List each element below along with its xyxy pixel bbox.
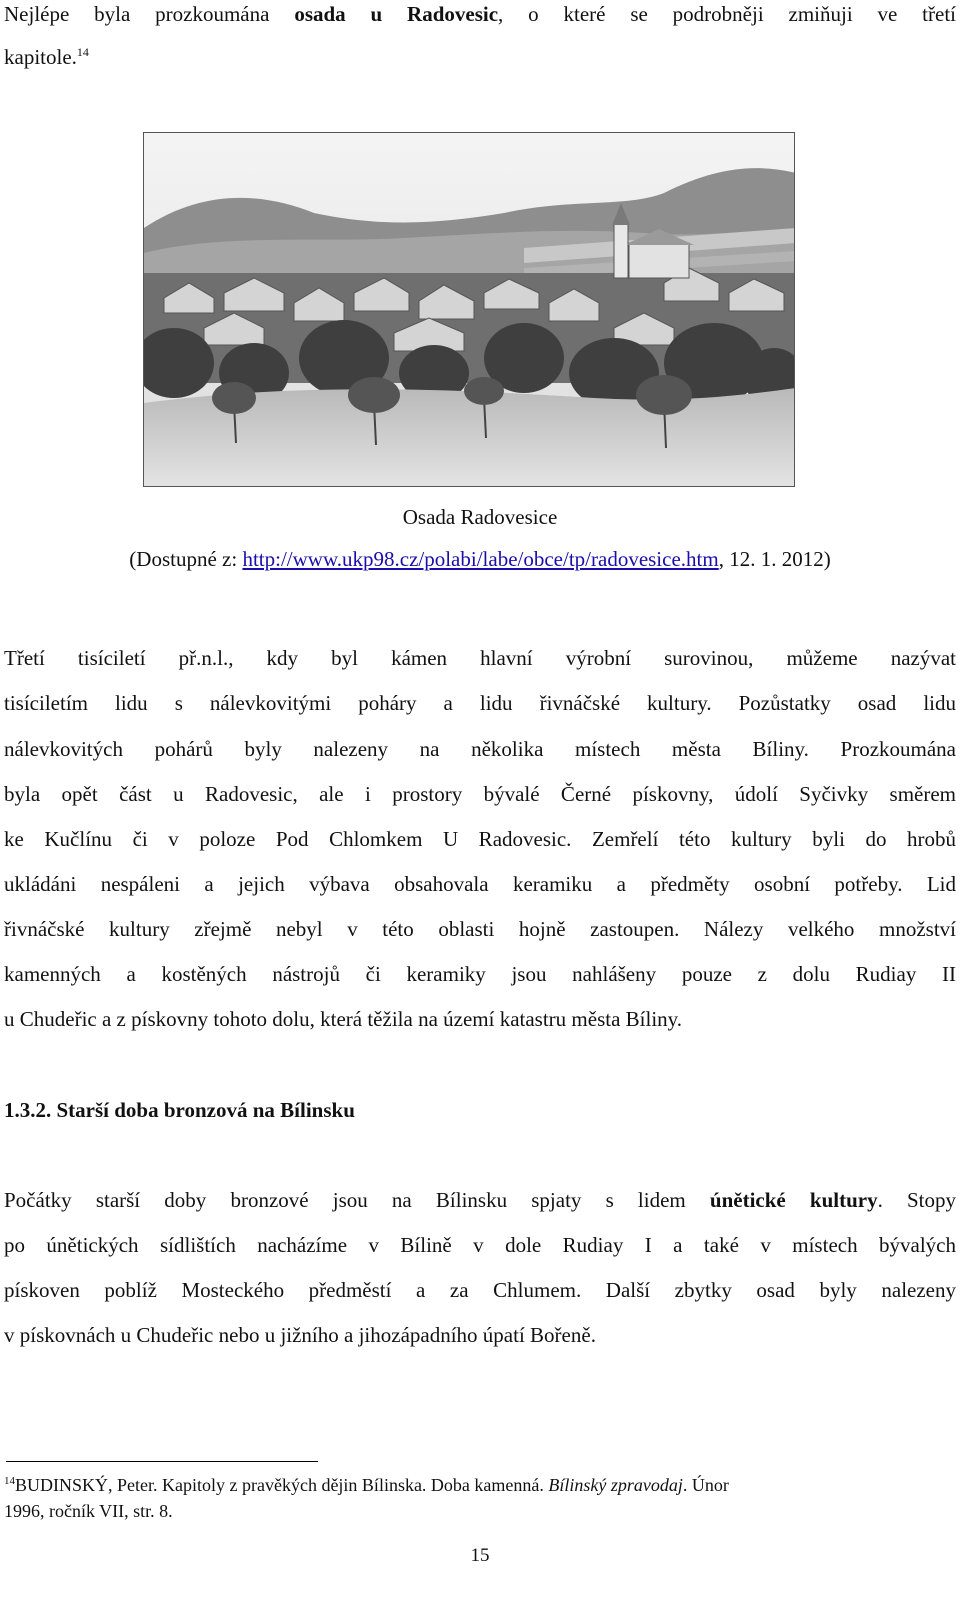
para1-line: Třetí tisíciletí př.n.l., kdy byl kámen hlavní výrobní surovinou, můžeme nazývat bbox=[4, 646, 956, 670]
village-photo bbox=[143, 132, 795, 487]
para1-line: byla opět část u Radovesic, ale i prostory bývalé Černé pískovny, údolí Syčivky směrem bbox=[4, 782, 956, 806]
page-number: 15 bbox=[470, 1545, 490, 1566]
journal-title: Bílinský zpravodaj bbox=[548, 1475, 683, 1495]
footnote-line-2: 1996, ročník VII, str. 8. bbox=[4, 1501, 173, 1521]
section-heading: 1.3.2. Starší doba bronzová na Bílinsku bbox=[4, 1098, 355, 1122]
para2-line: pískoven poblíž Mosteckého předměstí a za Chlumem. Další zbytky osad byly nalezeny bbox=[4, 1278, 956, 1302]
intro-line-2: kapitole.$^{14}$ bbox=[4, 45, 89, 69]
intro-line-1: Nejlépe byla prozkoumána osada u Radovesic, o které se podrobněji zmiňuji ve třetí bbox=[4, 2, 956, 26]
source-link[interactable]: http://www.ukp98.cz/polabi/labe/obce/tp/radovesice.htm bbox=[242, 547, 719, 571]
para1-line: řivnáčské kultury zřejmě nebyl v této oblasti hojně zastoupen. Nálezy velkého množství bbox=[4, 917, 956, 941]
para1-line: kamenných a kostěných nástrojů či keramiky jsou nahlášeny pouze z dolu Rudiay II bbox=[4, 962, 956, 986]
bold-term-unetice: únětické kultury bbox=[709, 1188, 878, 1212]
bold-term-osada: osada u Radovesic bbox=[294, 2, 499, 26]
footnote-line-1: $^{14}$BUDINSKÝ, Peter. Kapitoly z pravěkých dějin Bílinska. Doba kamenná. Bílinský zpravodaj. Únor bbox=[4, 1475, 729, 1495]
footnote-separator bbox=[6, 1461, 318, 1462]
para2-line-last: v pískovnách u Chudeřic nebo u jižního a jihozápadního úpatí Bořeně. bbox=[4, 1323, 596, 1347]
para2-line: po únětických sídlištích nacházíme v Bílině v dole Rudiay I a také v místech bývalých bbox=[4, 1233, 956, 1257]
figure-caption-source: (Dostupné z: http://www.ukp98.cz/polabi/labe/obce/tp/radovesice.htm, 12. 1. 2012) bbox=[129, 547, 831, 571]
footnote-ref[interactable]: 14 bbox=[76, 45, 89, 59]
para1-line-last: u Chudeřic a z pískovny tohoto dolu, která těžila na území katastru města Bíliny. bbox=[4, 1007, 683, 1031]
para1-line: ke Kučlínu či v poloze Pod Chlomkem U Radovesic. Zemřelí této kultury byli do hrobů bbox=[4, 827, 956, 851]
para2-line-1: Počátky starší doby bronzové jsou na Bílinsku spjaty s lidem únětické kultury. Stopy bbox=[4, 1188, 957, 1212]
para1-line: ukládáni nespáleni a jejich výbava obsahovala keramiku a předměty osobní potřeby. Lid bbox=[4, 872, 956, 896]
para1-line: tisíciletím lidu s nálevkovitými poháry a lidu řivnáčské kultury. Pozůstatky osad lidu bbox=[4, 691, 956, 715]
figure-caption-title: Osada Radovesice bbox=[402, 505, 558, 529]
para1-line: nálevkovitých pohárů byly nalezeny na několika místech města Bíliny. Prozkoumána bbox=[4, 737, 956, 761]
